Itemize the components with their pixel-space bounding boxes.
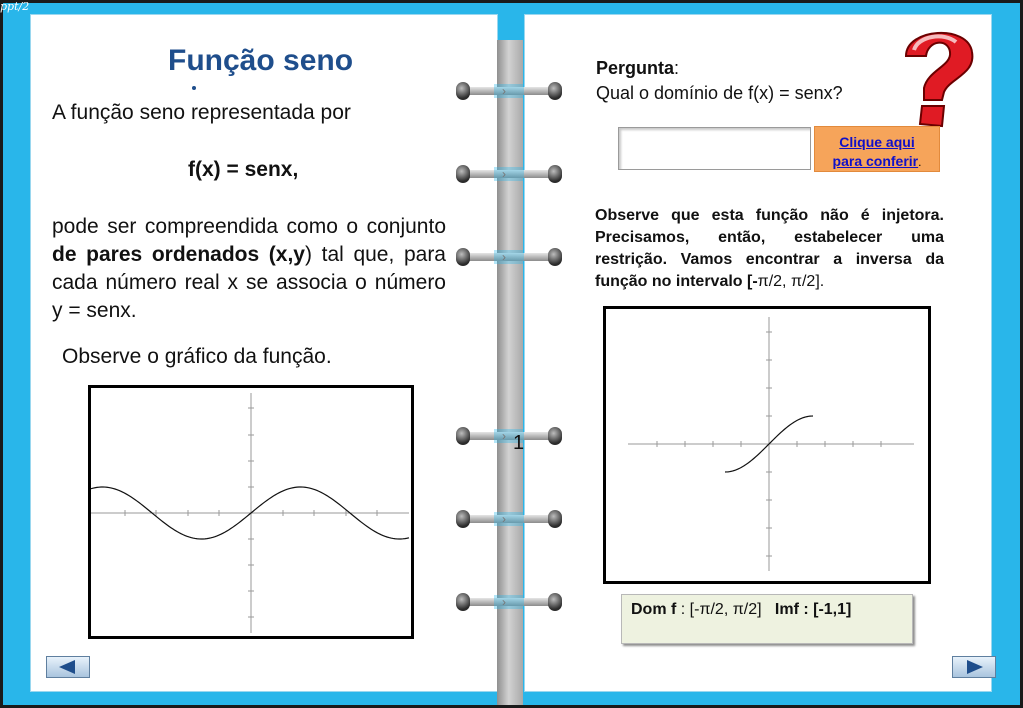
check-answer-link[interactable]: Clique aqui para conferir [832,134,919,169]
page-number: 1 [513,432,525,454]
formula-text: f(x) = senx, [188,158,299,181]
check-answer-button[interactable]: Clique aqui para conferir. [814,126,940,172]
answer-input[interactable] [618,127,811,170]
binder-ring: › [456,248,562,266]
sine-graph [88,385,414,639]
binder-ring: › [456,165,562,183]
intro-text: A função seno representada por [52,101,351,124]
binder-ring: › [456,427,562,445]
observe-injective-text: Observe que esta função não é injetora. Precisamos, então, estabelecer uma restrição. Vamos encontrar a inversa da função no intervalo [-π/2, π/2]. [595,207,944,290]
domain-image-box: Dom f : [-π/2, π/2] Imf : [-1,1] [621,594,913,644]
restricted-sine-graph [603,306,931,584]
title-dot [192,86,196,90]
restricted-sine-graph-svg [606,309,928,581]
question-text: Qual o domínio de f(x) = senx? [596,83,843,103]
page-title: Função seno [168,44,354,77]
binder-ring: › [456,593,562,611]
question-block: Pergunta: Qual o domínio de f(x) = senx? [596,58,843,103]
previous-page-button[interactable] [46,656,90,678]
sine-graph-svg [91,388,411,636]
next-page-button[interactable] [952,656,996,678]
binder-ring: › [456,82,562,100]
question-label: Pergunta [596,58,675,78]
definition-paragraph: pode ser compreendida como o conjunto de pares ordenados (x,y) tal que, para cada número real x se associa o número y = senx. [52,215,446,322]
arrow-right-icon [953,657,995,677]
observe-text: Observe o gráfico da função. [62,345,332,368]
page-label: ppt/2 [0,0,30,13]
question-mark-icon [892,22,982,132]
binder-ring: › [456,510,562,528]
arrow-left-icon [47,657,89,677]
